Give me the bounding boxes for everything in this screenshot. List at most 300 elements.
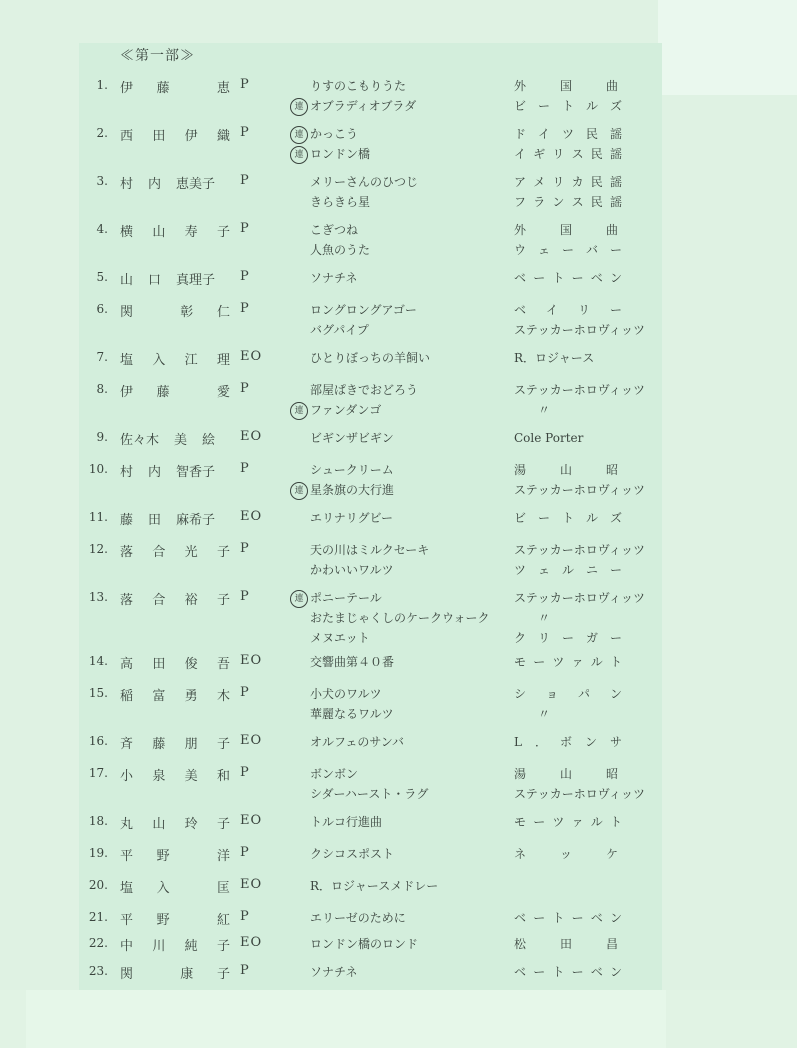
composer-name <box>514 460 649 480</box>
performer-name-part: 匡 <box>216 881 230 896</box>
composer-name-text: ステッカーホロヴィッツ <box>514 591 646 605</box>
composer-name <box>514 76 649 96</box>
performer-name-part: 中 <box>120 939 134 954</box>
composer-name-text: ステッカーホロヴィッツ <box>514 483 646 497</box>
composer-char: リ <box>577 303 590 317</box>
song-title-text: オブラディオブラダ <box>310 99 417 113</box>
song-title-text: シダーハースト・ラグ <box>310 787 429 801</box>
performer-name-part: 藤 <box>152 737 166 752</box>
composer-char: ー <box>571 911 584 925</box>
performer-name-part: 野 <box>156 913 170 928</box>
composer-char: バ <box>585 243 598 257</box>
grade-label: EO <box>240 733 263 748</box>
composer-name-spread <box>514 934 618 954</box>
medley-mark: 連 <box>290 126 308 144</box>
song-title-text: きらきら星 <box>310 195 371 209</box>
performer-name <box>120 429 230 448</box>
song-title-text: エリーゼのために <box>310 911 406 925</box>
performer-name <box>120 909 230 928</box>
song-list <box>288 684 508 724</box>
composer-char: 国 <box>559 223 572 237</box>
grade-label: P <box>240 301 250 316</box>
composer-char: モ <box>514 655 527 669</box>
composer-name-spread <box>514 76 618 96</box>
performer-name-part: 入 <box>152 353 166 368</box>
composer-name <box>514 240 649 260</box>
performer-name-part: 村 <box>120 465 134 480</box>
entry-number: 17. <box>88 766 108 780</box>
composer-list <box>514 962 649 982</box>
composer-name <box>514 684 649 704</box>
performer-name-part: 純 <box>184 939 198 954</box>
performer-name-part: 彰 <box>180 305 194 320</box>
song-title <box>288 268 508 288</box>
song-list <box>288 380 508 420</box>
composer-char: 外 <box>514 79 527 93</box>
entry-number: 5. <box>96 270 108 284</box>
performer-name-part: 関 <box>120 305 134 320</box>
song-title-text: クシコスポスト <box>310 847 395 861</box>
song-list <box>288 460 508 500</box>
composer-name-text: R．ロジャース <box>514 351 595 365</box>
composer-name-text: 〃 <box>514 611 551 625</box>
performer-name <box>120 349 230 368</box>
grade-label: P <box>240 125 250 140</box>
entry-number: 10. <box>88 462 108 476</box>
performer-name-part: 智香子 <box>176 465 216 480</box>
composer-char: カ <box>571 175 584 189</box>
grade-label: P <box>240 77 250 92</box>
composer-char: パ <box>577 687 590 701</box>
song-title <box>288 240 508 260</box>
composer-char: ト <box>552 911 565 925</box>
composer-char: ー <box>609 243 622 257</box>
performer-name-part: 伊 <box>184 129 198 144</box>
performer-name-part: 伊 <box>120 385 134 400</box>
composer-name <box>514 732 649 752</box>
composer-char: ー <box>533 965 546 979</box>
performer-name-part: 吾 <box>216 657 230 672</box>
performer-name-part: 勇 <box>184 689 198 704</box>
section-title: ≪第一部≫ <box>120 48 195 64</box>
performer-name-part: 村 <box>120 177 134 192</box>
composer-name <box>514 560 649 580</box>
composer-char: ア <box>514 175 527 189</box>
performer-name-part: 平 <box>120 913 134 928</box>
song-title <box>288 124 508 144</box>
song-title <box>288 704 508 724</box>
composer-char: ァ <box>571 815 584 829</box>
performer-name-part: 伊 <box>120 81 134 96</box>
performer-name-part: 落 <box>120 545 134 560</box>
performer-name-part: 裕 <box>184 593 198 608</box>
performer-name-part: 和 <box>216 769 230 784</box>
performer-name-part: 恵美子 <box>176 177 216 192</box>
composer-name <box>514 320 649 340</box>
song-title-text: ビギンザビギン <box>310 431 394 445</box>
performer-name-part: 理 <box>216 353 230 368</box>
composer-char: ボ <box>559 735 572 749</box>
medley-mark: 連 <box>290 98 308 116</box>
performer-name-part: 平 <box>120 849 134 864</box>
performer-name-part: 丸 <box>120 817 134 832</box>
performer-name-part: 田 <box>152 657 166 672</box>
song-list <box>288 76 508 116</box>
composer-list <box>514 348 649 368</box>
composer-list <box>514 76 649 116</box>
grade-label: EO <box>240 349 263 364</box>
song-title <box>288 560 508 580</box>
composer-char: ー <box>533 655 546 669</box>
performer-name-part: 織 <box>216 129 230 144</box>
composer-list <box>514 934 649 954</box>
medley-mark: 連 <box>290 146 308 164</box>
composer-char: ー <box>561 631 574 645</box>
composer-name <box>514 300 649 320</box>
performer-name-part: 西 <box>120 129 134 144</box>
grade-label: P <box>240 845 250 860</box>
song-list <box>288 908 508 928</box>
performer-name <box>120 221 230 240</box>
composer-char: 昭 <box>605 463 618 477</box>
composer-char: ト <box>609 655 622 669</box>
song-title <box>288 220 508 240</box>
composer-name <box>514 812 649 832</box>
composer-name <box>514 764 649 784</box>
composer-char: ァ <box>571 655 584 669</box>
composer-char: ツ <box>552 655 565 669</box>
song-title <box>288 876 508 896</box>
composer-char: ー <box>561 243 574 257</box>
composer-name <box>514 540 649 560</box>
composer-char: メ <box>533 175 546 189</box>
song-title <box>288 684 508 704</box>
song-title <box>288 628 508 648</box>
composer-name <box>514 588 649 608</box>
composer-char: 昭 <box>605 767 618 781</box>
song-title-text: シュークリーム <box>310 463 394 477</box>
song-list <box>288 652 508 672</box>
entry-number: 7. <box>96 350 108 364</box>
composer-name-spread <box>514 268 622 288</box>
composer-name-spread <box>514 844 618 864</box>
song-title <box>288 508 508 528</box>
song-title-text: りすのこもりうた <box>310 79 407 93</box>
composer-char: リ <box>552 175 565 189</box>
composer-char: ー <box>537 99 550 113</box>
song-title-text: 華麗なるワルツ <box>310 707 394 721</box>
composer-name <box>514 268 649 288</box>
performer-name-part: 木 <box>216 689 230 704</box>
composer-char: ョ <box>545 687 558 701</box>
grade-label: P <box>240 963 250 978</box>
song-title-text: ファンダンゴ <box>310 403 382 417</box>
composer-name <box>514 428 649 448</box>
song-title <box>288 784 508 804</box>
performer-name-part: 斉 <box>120 737 134 752</box>
composer-name <box>514 628 649 648</box>
composer-char: ス <box>571 195 584 209</box>
composer-char: ー <box>571 965 584 979</box>
grade-label: P <box>240 685 250 700</box>
composer-char: ン <box>609 271 622 285</box>
composer-char: ト <box>552 271 565 285</box>
song-list <box>288 300 508 340</box>
composer-char: ベ <box>590 911 603 925</box>
song-title-text: メヌエット <box>310 631 370 645</box>
grade-label: EO <box>240 653 263 668</box>
performer-name <box>120 381 230 400</box>
composer-char: 民 <box>585 127 598 141</box>
song-title <box>288 460 508 480</box>
song-title <box>288 144 508 164</box>
song-title <box>288 652 508 672</box>
composer-char: 謡 <box>609 195 622 209</box>
composer-char: ツ <box>514 563 527 577</box>
composer-list <box>514 908 649 928</box>
composer-char: ン <box>584 735 597 749</box>
composer-list <box>514 508 649 528</box>
composer-name <box>514 124 649 144</box>
entry-number: 4. <box>96 222 108 236</box>
performer-name-part: 子 <box>216 545 230 560</box>
composer-char: ル <box>585 511 598 525</box>
composer-char: ベ <box>590 271 603 285</box>
performer-name-part: 高 <box>120 657 134 672</box>
song-title-text: ボンボン <box>310 767 359 781</box>
performer-name <box>120 125 230 144</box>
song-title-text: オルフェのサンバ <box>310 735 404 749</box>
song-list <box>288 172 508 212</box>
song-title-text: ポニーテール <box>310 591 382 605</box>
composer-char: イ <box>514 147 527 161</box>
background-panel-top-right <box>658 0 797 95</box>
composer-name-spread <box>514 560 622 580</box>
composer-char: ベ <box>514 303 527 317</box>
song-title-text: 部屋ぱきでおどろう <box>310 383 419 397</box>
performer-name-part: 塩 <box>120 881 134 896</box>
song-title <box>288 934 508 954</box>
composer-char: ツ <box>552 815 565 829</box>
performer-name-part: 塩 <box>120 353 134 368</box>
composer-name-spread <box>514 764 618 784</box>
composer-char: ビ <box>514 99 527 113</box>
song-title-text: トルコ行進曲 <box>310 815 383 829</box>
composer-list <box>514 380 649 420</box>
entry-number: 13. <box>88 590 108 604</box>
performer-name-part: 山 <box>120 273 134 288</box>
song-title-text: おたまじゃくしのケークウォーク <box>310 611 490 625</box>
composer-name <box>514 844 649 864</box>
composer-char: 外 <box>514 223 527 237</box>
performer-name-part: 仁 <box>216 305 230 320</box>
composer-name-spread <box>514 908 622 928</box>
composer-char: ニ <box>585 563 598 577</box>
song-title <box>288 588 508 608</box>
performer-name-part: 紅 <box>216 913 230 928</box>
entry-number: 23. <box>88 964 108 978</box>
song-title-text: ロングロングアゴー <box>310 303 417 317</box>
composer-name-spread <box>514 96 622 116</box>
composer-char: 松 <box>514 937 527 951</box>
entry-number: 12. <box>88 542 108 556</box>
song-title-text: 小犬のワルツ <box>310 687 382 701</box>
song-title <box>288 76 508 96</box>
song-list <box>288 268 508 288</box>
song-title-text: メリーさんのひつじ <box>310 175 419 189</box>
song-list <box>288 844 508 864</box>
song-title <box>288 540 508 560</box>
entry-number: 19. <box>88 846 108 860</box>
song-title-text: 交響曲第４０番 <box>310 655 395 669</box>
entry-number: 2. <box>96 126 108 140</box>
song-title <box>288 962 508 982</box>
composer-char: ー <box>571 271 584 285</box>
song-title-text: ひとりぼっちの羊飼い <box>310 351 431 365</box>
composer-name-text: ステッカーホロヴィッツ <box>514 383 646 397</box>
entry-number: 15. <box>88 686 108 700</box>
composer-name-spread <box>514 732 622 752</box>
composer-name-spread <box>514 220 618 240</box>
composer-name <box>514 220 649 240</box>
composer-char: リ <box>537 631 550 645</box>
performer-name-part: 子 <box>216 817 230 832</box>
performer-name <box>120 461 230 480</box>
composer-name-spread <box>514 628 622 648</box>
song-title <box>288 172 508 192</box>
performer-name-part: 光 <box>184 545 198 560</box>
composer-name-spread <box>514 460 618 480</box>
composer-list <box>514 268 649 288</box>
song-title-text: こぎつね <box>310 223 359 237</box>
composer-char: ー <box>533 815 546 829</box>
composer-name <box>514 480 649 500</box>
composer-char: L <box>514 735 522 749</box>
composer-name <box>514 508 649 528</box>
performer-name <box>120 733 230 752</box>
composer-name <box>514 348 649 368</box>
composer-name-text: ステッカーホロヴィッツ <box>514 787 646 801</box>
grade-label: P <box>240 173 250 188</box>
performer-name-part: 恵 <box>216 81 230 96</box>
performer-name-part: 関 <box>120 967 134 982</box>
performer-name-part: 藤 <box>156 81 170 96</box>
composer-char: 湯 <box>514 767 527 781</box>
performer-name-part: 内 <box>148 465 162 480</box>
composer-char: 謡 <box>609 127 622 141</box>
song-list <box>288 508 508 528</box>
performer-name-part: 泉 <box>152 769 166 784</box>
song-list <box>288 812 508 832</box>
song-title <box>288 300 508 320</box>
performer-name-part: 田 <box>148 513 162 528</box>
composer-name <box>514 962 649 982</box>
composer-name <box>514 908 649 928</box>
performer-name <box>120 173 230 192</box>
song-title <box>288 844 508 864</box>
composer-name-spread <box>514 124 622 144</box>
grade-label: P <box>240 269 250 284</box>
composer-char: ウ <box>514 243 527 257</box>
performer-name-part: 子 <box>216 225 230 240</box>
performer-name-part: 川 <box>152 939 166 954</box>
song-title-text: ロンドン橋のロンド <box>310 937 419 951</box>
entry-number: 16. <box>88 734 108 748</box>
composer-list <box>514 540 649 580</box>
composer-char: ン <box>609 911 622 925</box>
grade-label: P <box>240 909 250 924</box>
song-title <box>288 320 508 340</box>
performer-name-part: 麻希子 <box>176 513 216 528</box>
song-title <box>288 380 508 400</box>
composer-char: ツ <box>561 127 574 141</box>
composer-char: ギ <box>533 147 546 161</box>
song-title-text: バグパイプ <box>310 323 369 337</box>
composer-name-spread <box>514 172 622 192</box>
composer-name-text: Cole Porter <box>514 431 584 445</box>
entry-number: 11. <box>88 510 108 524</box>
song-list <box>288 220 508 260</box>
song-title-text: 人魚のうた <box>310 243 371 257</box>
performer-name-part: 内 <box>148 177 162 192</box>
performer-name-part: 富 <box>152 689 166 704</box>
composer-char: ベ <box>514 911 527 925</box>
performer-name-part: 入 <box>156 881 170 896</box>
background-strip-bottom-inner <box>26 990 666 1048</box>
composer-char: ッ <box>559 847 572 861</box>
song-title <box>288 400 508 420</box>
composer-name <box>514 704 649 724</box>
composer-char: 山 <box>559 463 572 477</box>
composer-char: ン <box>552 195 565 209</box>
composer-char: ト <box>561 511 574 525</box>
composer-char: 民 <box>590 147 603 161</box>
composer-char: 曲 <box>605 223 618 237</box>
performer-name <box>120 685 230 704</box>
composer-list <box>514 300 649 340</box>
performer-name <box>120 935 230 954</box>
song-list <box>288 428 508 448</box>
entry-number: 22. <box>88 936 108 950</box>
composer-name <box>514 172 649 192</box>
composer-char: ェ <box>537 563 550 577</box>
song-title <box>288 428 508 448</box>
song-list <box>288 876 508 896</box>
composer-char: ． <box>534 735 547 749</box>
song-title-text: ソナチネ <box>310 965 358 979</box>
medley-mark: 連 <box>290 402 308 420</box>
performer-name <box>120 877 230 896</box>
composer-char: ベ <box>514 271 527 285</box>
composer-char: ビ <box>514 511 527 525</box>
composer-char: フ <box>514 195 527 209</box>
grade-label: P <box>240 589 250 604</box>
performer-name-part: 小 <box>120 769 134 784</box>
composer-list <box>514 588 649 648</box>
song-title <box>288 96 508 116</box>
composer-char: ー <box>609 631 622 645</box>
composer-char: ー <box>533 911 546 925</box>
composer-name-spread <box>514 508 622 528</box>
performer-name-part: 美 <box>184 769 198 784</box>
song-title-text: かっこう <box>310 127 359 141</box>
song-title-text: エリナリグビー <box>310 511 394 525</box>
performer-name-part: 田 <box>152 129 166 144</box>
composer-char: ル <box>561 563 574 577</box>
composer-name <box>514 784 649 804</box>
performer-name-part: 藤 <box>156 385 170 400</box>
composer-char: イ <box>537 127 550 141</box>
